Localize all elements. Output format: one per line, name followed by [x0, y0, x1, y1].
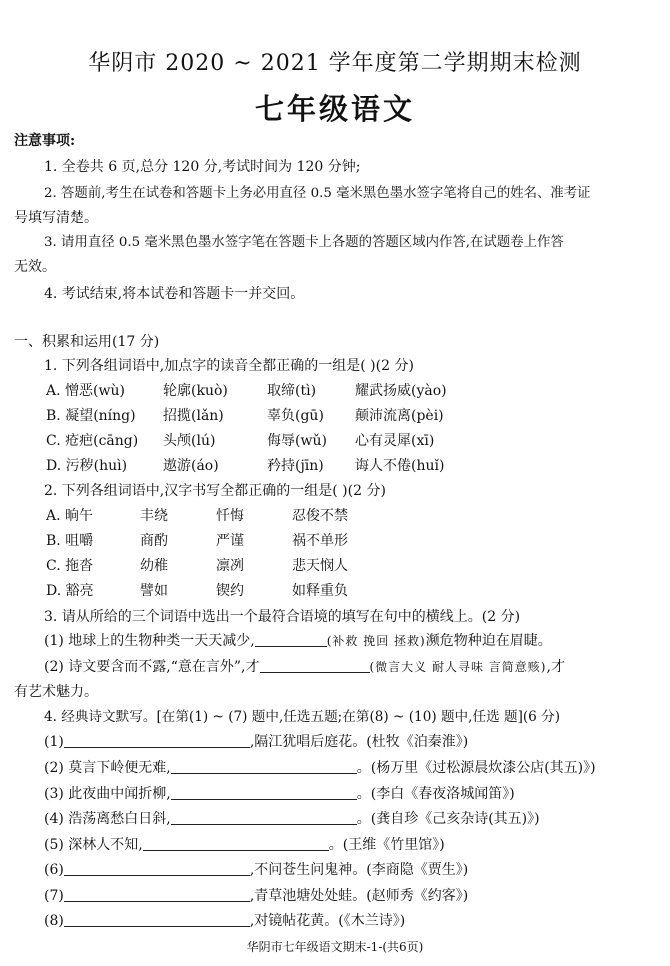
q3-stem: 3. 请从所给的三个词语中选出一个最符合语境的填写在句中的横线上。(2 分): [44, 609, 521, 625]
q2-option-b3: 严谨: [216, 533, 244, 549]
q4-item-8: [44, 912, 405, 930]
q4-item-8-blank[interactable]: [64, 912, 250, 927]
q4-item-7: [44, 887, 468, 905]
q4-item-3-post: 。(李白《春夜洛城闻笛》): [356, 786, 515, 802]
q4-item-5: [44, 836, 445, 854]
q1-option-b1: B. 凝望(níng): [46, 408, 136, 424]
q4-item-2-blank[interactable]: [171, 759, 357, 774]
q1-option-c4: 心有灵犀(xī): [355, 433, 435, 449]
q4-item-4: [44, 810, 540, 828]
q4-item-1: [44, 733, 468, 751]
q3-s1-post: 濒危物种迫在眉睫。: [425, 633, 552, 649]
q4-item-1-blank[interactable]: [64, 733, 250, 748]
q4-item-4-blank[interactable]: [171, 810, 357, 825]
exam-title: 华阴市 2020 ~ 2021 学年度第二学期期末检测: [88, 51, 582, 76]
section-heading: 一、积累和运用(17 分): [14, 334, 160, 350]
q3-sentence-2: [44, 658, 565, 676]
q2-option-d1: D. 豁亮: [46, 583, 94, 599]
q4-item-2-pre: (2) 莫言下岭便无难,: [44, 760, 171, 776]
q3-sentence-1: [44, 632, 552, 650]
q2-option-a1: A. 晌午: [46, 508, 94, 524]
q4-item-5-pre: (5) 深林人不知,: [44, 837, 143, 853]
q2-option-a3: 忏悔: [216, 508, 244, 524]
q4-item-2-post: 。(杨万里《过松源晨炊漆公店(其五)》): [356, 760, 596, 776]
q4-item-6-pre: (6): [44, 862, 64, 878]
q2-option-c2: 幼稚: [140, 558, 168, 574]
q4-item-7-pre: (7): [44, 888, 64, 904]
notice-item-3: 3. 请用直径 0.5 毫米黑色墨水签字笔在答题卡上各题的答题区域内作答,在试题卷上作答: [44, 235, 564, 250]
notice-heading: 注意事项:: [14, 133, 76, 149]
q1-option-a4: 耀武扬威(yào): [355, 383, 447, 399]
q1-stem: 1. 下列各组词语中,加点字的读音全都正确的一组是( )(2 分): [44, 358, 414, 374]
q4-item-5-post: 。(王维《竹里馆》): [328, 837, 445, 853]
q1-option-a2: 轮廓(kuò): [163, 383, 228, 399]
q3-s1-options: (补救 挽回 拯救): [326, 634, 426, 648]
q1-option-d4: 诲人不倦(huǐ): [355, 458, 445, 474]
q1-option-d3: 矜持(jīn): [267, 458, 324, 474]
q4-item-4-post: 。(龚自珍《己亥杂诗(其五)》): [356, 811, 540, 827]
notice-item-1: 1. 全卷共 6 页,总分 120 分,考试时间为 120 分钟;: [44, 159, 361, 175]
q4-item-6-blank[interactable]: [64, 861, 250, 876]
q1-option-c2: 头颅(lú): [163, 433, 216, 449]
q4-item-3: [44, 785, 515, 803]
notice-item-4: 4. 考试结束,将本试卷和答题卡一并交回。: [44, 286, 305, 302]
q3-s2-options: (微言大义 耐人寻味 言简意赅): [369, 660, 547, 674]
q3-sentence-2-cont: 有艺术魅力。: [14, 684, 98, 700]
q1-option-a3: 取缔(tì): [267, 383, 317, 399]
q3-s2-pre: (2) 诗文要含而不露,“意在言外”,才: [44, 659, 260, 675]
q4-item-7-post: ,青草池塘处处蛙。(赵师秀《约客》): [249, 888, 469, 904]
q4-item-6: [44, 861, 468, 879]
q1-option-b3: 辜负(gū): [267, 408, 324, 424]
q2-option-d2: 譬如: [140, 583, 168, 599]
q2-option-d4: 如释重负: [292, 583, 348, 599]
q2-option-d3: 锲约: [216, 583, 244, 599]
q2-option-b2: 商酌: [140, 533, 168, 549]
q3-s2-blank[interactable]: [260, 658, 370, 673]
q2-option-a2: 丰绕: [140, 508, 168, 524]
q4-item-5-blank[interactable]: [143, 836, 329, 851]
q1-option-d2: 遨游(áo): [163, 458, 219, 474]
notice-item-3-cont: 无效。: [14, 259, 56, 275]
q2-option-c1: C. 拖沓: [46, 558, 94, 574]
q3-s1-blank[interactable]: [255, 632, 327, 647]
q4-item-2: [44, 759, 596, 777]
q1-option-b2: 招揽(lǎn): [163, 408, 224, 424]
q2-option-c4: 悲天悯人: [292, 558, 348, 574]
q2-option-b1: B. 咀嚼: [46, 533, 94, 549]
q4-item-3-blank[interactable]: [171, 785, 357, 800]
q4-stem: 4. 经典诗文默写。[在第(1) ~ (7) 题中,任选五题;在第(8) ~ (10) 题中,任选 题](6 分): [44, 709, 561, 725]
notice-item-2: 2. 答题前,考生在试卷和答题卡上务必用直径 0.5 毫米黑色墨水签字笔将自己的姓名、准考证: [44, 186, 591, 201]
q4-item-4-pre: (4) 浩荡离愁白日斜,: [44, 811, 171, 827]
q1-option-a1: A. 憎恶(wù): [46, 383, 125, 399]
q4-item-1-pre: (1): [44, 734, 64, 750]
q3-s1-pre: (1) 地球上的生物种类一天天减少,: [44, 633, 255, 649]
q4-item-6-post: ,不问苍生问鬼神。(李商隐《贾生》): [249, 862, 469, 878]
q4-item-8-post: ,对镜帖花黄。(《木兰诗》): [249, 913, 406, 929]
q1-option-d1: D. 污秽(huì): [46, 458, 128, 474]
q2-option-b4: 祸不单形: [292, 533, 348, 549]
notice-item-2-cont: 号填写清楚。: [14, 210, 98, 226]
q2-option-c3: 凛冽: [216, 558, 244, 574]
q4-item-8-pre: (8): [44, 913, 64, 929]
q4-item-3-pre: (3) 此夜曲中闻折柳,: [44, 786, 171, 802]
subject-title: 七年级语文: [254, 92, 415, 126]
q4-item-1-post: ,隔江犹唱后庭花。(杜牧《泊秦淮》): [249, 734, 469, 750]
q2-stem: 2. 下列各组词语中,汉字书写全都正确的一组是( )(2 分): [44, 483, 386, 499]
q1-option-c3: 侮辱(wǔ): [267, 433, 327, 449]
q4-item-7-blank[interactable]: [64, 887, 250, 902]
q1-option-c1: C. 疮疤(cāng): [46, 433, 139, 449]
q1-option-b4: 颠沛流离(pèi): [355, 408, 444, 424]
q2-option-a4: 忍俊不禁: [292, 508, 348, 524]
q3-s2-post: ,才: [546, 659, 565, 675]
page-footer: 华阴市七年级语文期末-1-(共6页): [246, 940, 424, 954]
